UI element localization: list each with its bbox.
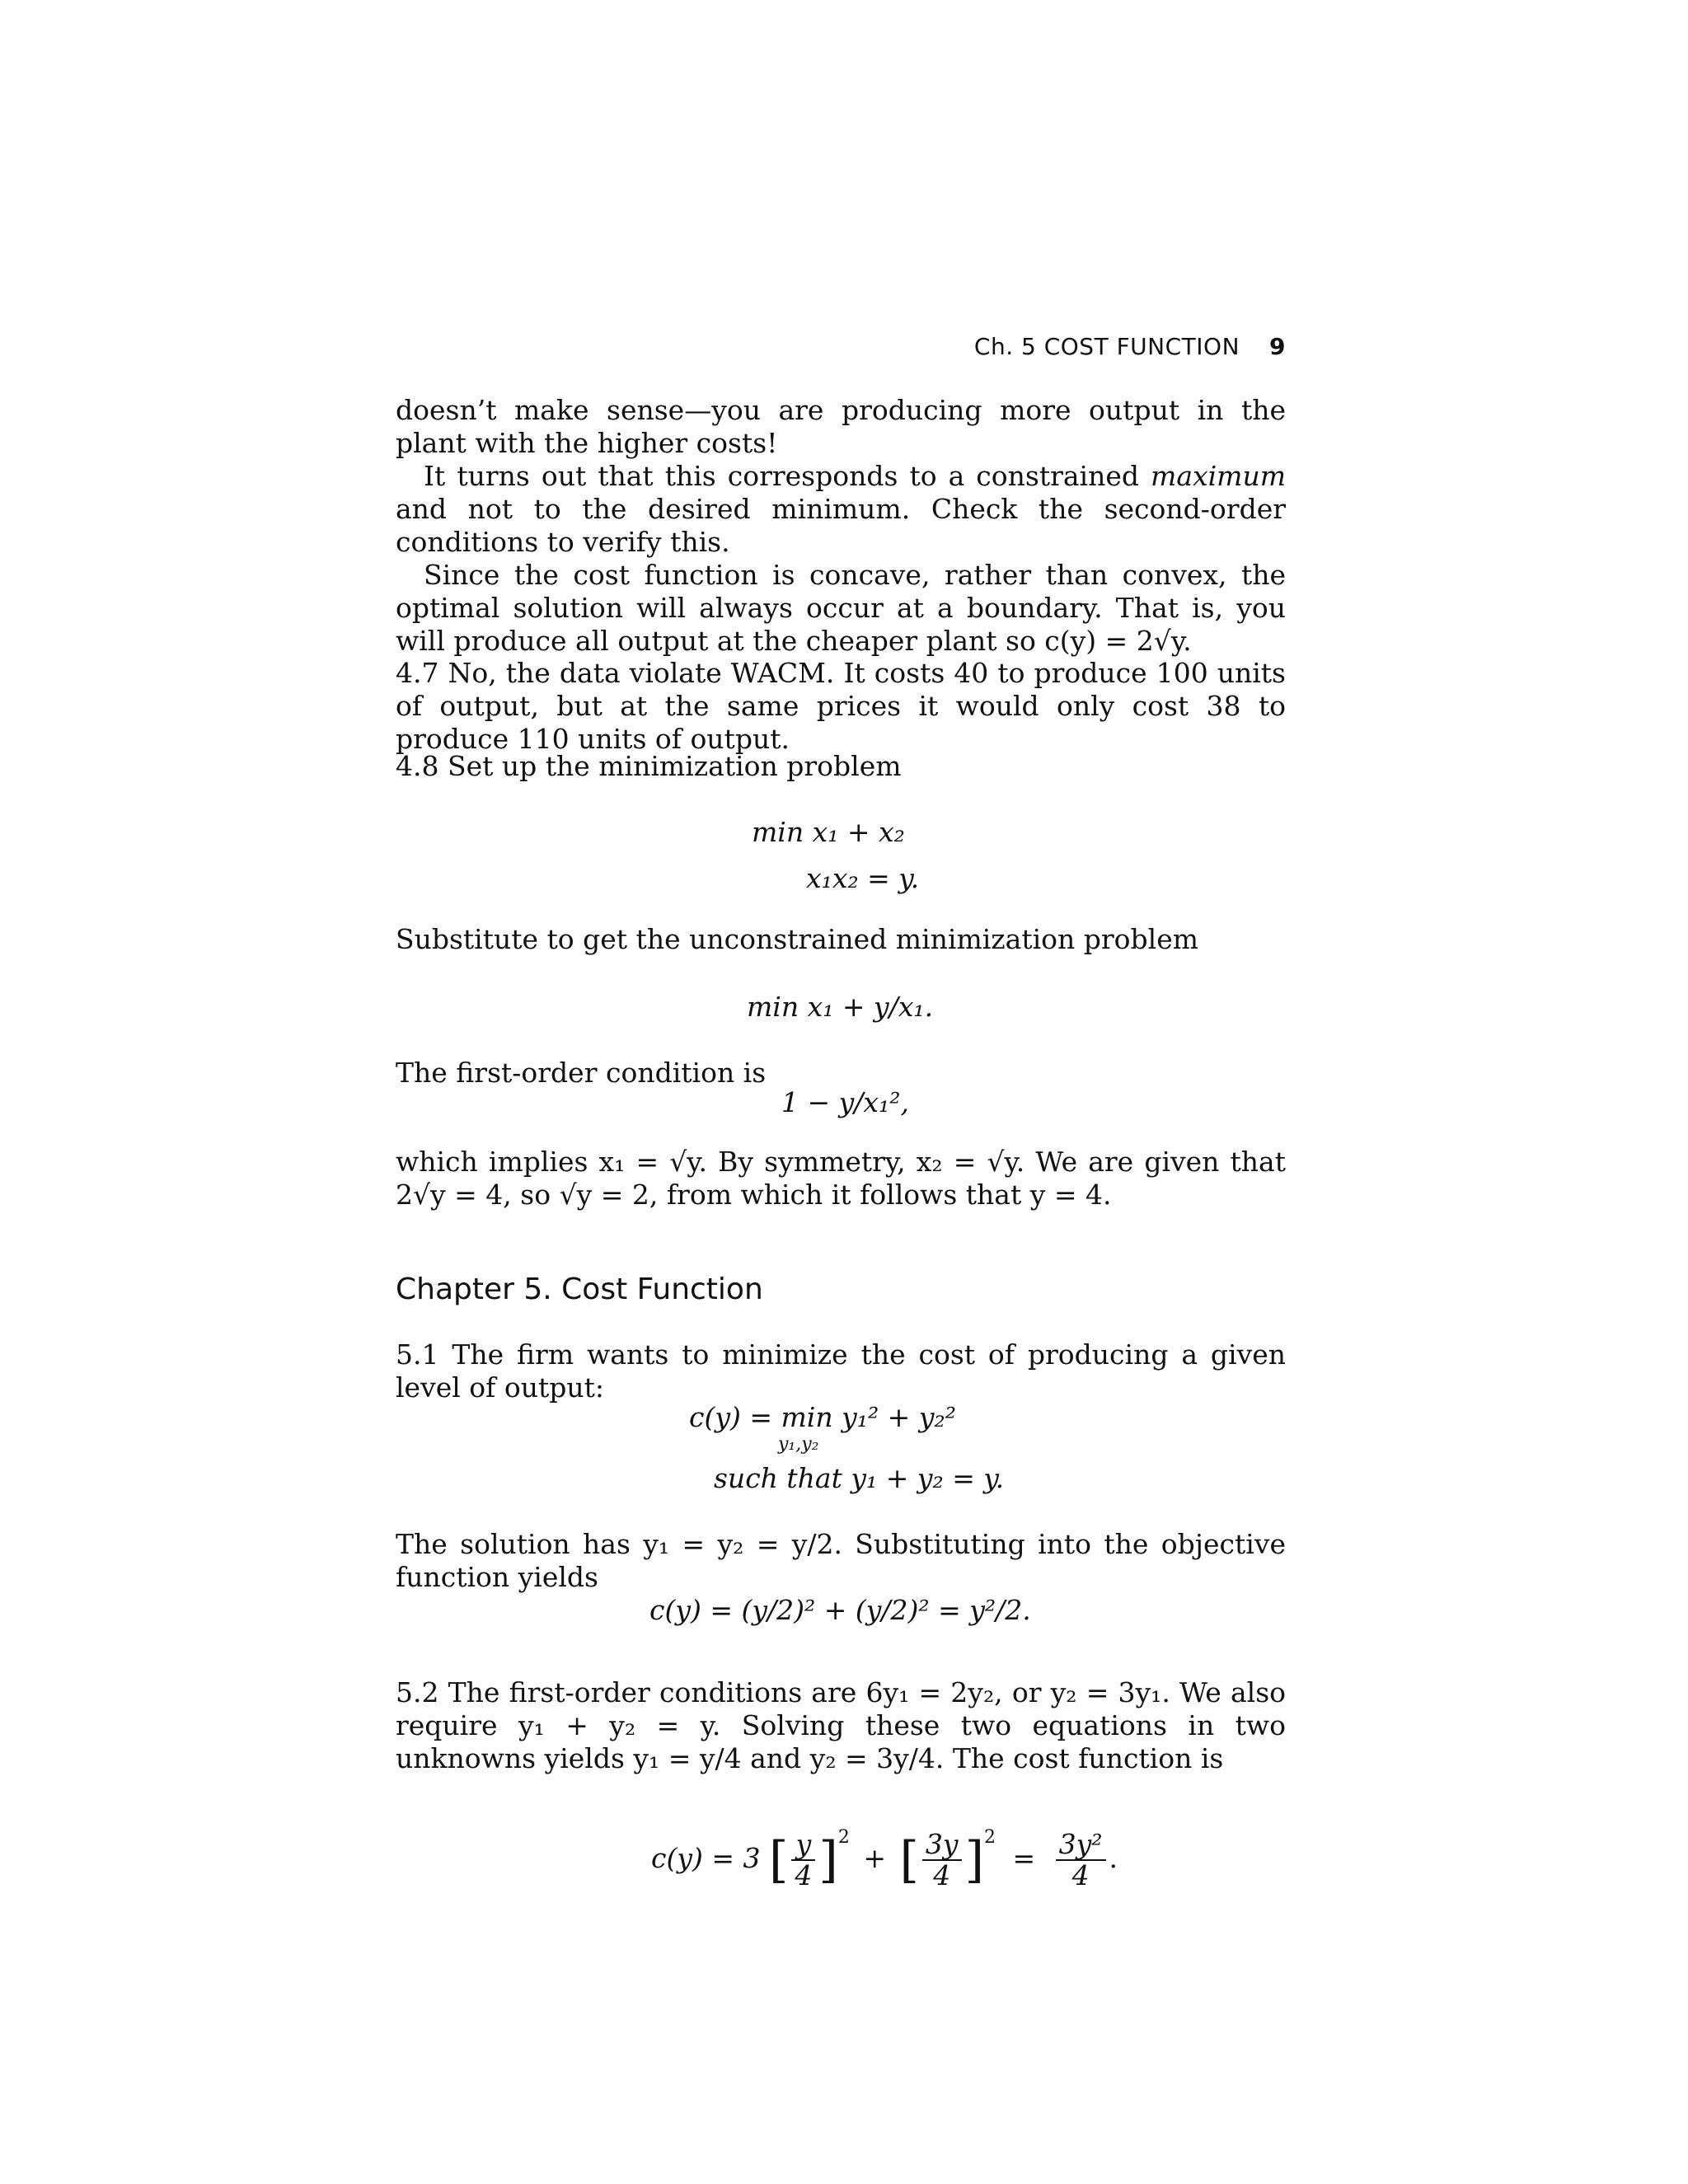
fraction-3y2-over-4 <box>1056 1830 1106 1891</box>
fraction-3y-over-4 <box>922 1830 962 1891</box>
paragraph: 5.2 The first-order conditions are 6y₁ = 2y₂, or y₂ = 3y₁. We also require y₁ + y₂ = y. Solving these two equations in two unknowns yields y₁ = y/4 and y₂ = 3y/4. The cost function is <box>396 1676 1286 1774</box>
paragraph: Substitute to get the unconstrained minimization problem <box>396 923 1199 955</box>
text-run: and not to the desired minimum. Check the second-order conditions to verify this. <box>396 493 1286 558</box>
section-5-1-solution <box>396 1528 1286 1594</box>
paragraph: doesn’t make sense—you are producing more output in the plant with the higher costs! <box>396 394 1286 459</box>
equation-foc: 1 − y/x₁², <box>781 1086 909 1118</box>
running-title: Ch. 5 COST FUNCTION <box>973 333 1240 360</box>
page-number: 9 <box>1269 333 1286 360</box>
equation-subscript: y₁,y₂ <box>778 1434 819 1455</box>
bracket-open: [ <box>769 1831 789 1889</box>
denominator: 4 <box>795 1859 813 1891</box>
equation-result: c(y) = (y/2)² + (y/2)² = y²/2. <box>649 1594 1031 1626</box>
paragraph <box>396 460 1286 559</box>
section-4-8-intro <box>396 750 1286 783</box>
section-5-2 <box>396 1676 1286 1775</box>
fraction-y-over-4 <box>791 1830 815 1891</box>
paragraph: 5.1 The firm wants to minimize the cost of producing a given level of output: <box>396 1338 1286 1404</box>
equation-lhs: c(y) = 3 <box>651 1842 761 1874</box>
paragraph: 4.7 No, the data violate WACM. It costs 40 to produce 100 units of output, but at the same prices it would only cost 38 to produce 110 units of output. <box>396 657 1286 755</box>
section-4-8-substitute <box>396 923 1286 956</box>
period: . <box>1109 1842 1118 1874</box>
equation-cost-function <box>651 1805 1118 1893</box>
bracket-open: [ <box>899 1831 919 1889</box>
running-head <box>396 333 1286 360</box>
paragraph: The first-order condition is <box>396 1057 767 1089</box>
equation-constraint: x₁x₂ = y. <box>806 862 920 894</box>
paragraph: The solution has y₁ = y₂ = y/2. Substituting into the objective function yields <box>396 1528 1286 1593</box>
emphasis: maximum <box>1151 460 1286 492</box>
paragraph: Since the cost function is concave, rather than convex, the optimal solution will always occur at a boundary. That is, you will produce all output at the cheaper plant so c(y) = 2√y. <box>396 559 1286 657</box>
equation-objective: c(y) = min y₁² + y₂² <box>689 1401 956 1433</box>
section-5-1-intro <box>396 1338 1286 1404</box>
denominator: 4 <box>1071 1859 1090 1891</box>
plus-sign: + <box>863 1842 886 1874</box>
exponent: 2 <box>837 1827 850 1848</box>
section-4-7 <box>396 657 1286 756</box>
numerator: y <box>791 1830 815 1861</box>
paragraph: 4.8 Set up the minimization problem <box>396 750 902 782</box>
bracket-close: ] <box>818 1831 838 1889</box>
equation-min: min x₁ + x₂ <box>752 816 905 848</box>
section-4-8-conclusion <box>396 1146 1286 1212</box>
equals-sign: = <box>1012 1842 1036 1874</box>
exponent: 2 <box>983 1827 996 1848</box>
bracket-close: ] <box>964 1831 984 1889</box>
equation-such-that: such that y₁ + y₂ = y. <box>714 1462 1005 1494</box>
equation-unconstrained: min x₁ + y/x₁. <box>747 991 934 1023</box>
section-4-8-foc <box>396 1057 1286 1090</box>
numerator: 3y² <box>1056 1830 1106 1861</box>
chapter-heading: Chapter 5. Cost Function <box>396 1272 763 1306</box>
paragraph: which implies x₁ = √y. By symmetry, x₂ = √y. We are given that 2√y = 4, so √y = 2, from which it follows that y = 4. <box>396 1146 1286 1211</box>
numerator: 3y <box>922 1830 962 1861</box>
denominator: 4 <box>933 1859 951 1891</box>
section-4-6 <box>396 394 1286 658</box>
text-run: It turns out that this corresponds to a constrained <box>424 460 1151 492</box>
